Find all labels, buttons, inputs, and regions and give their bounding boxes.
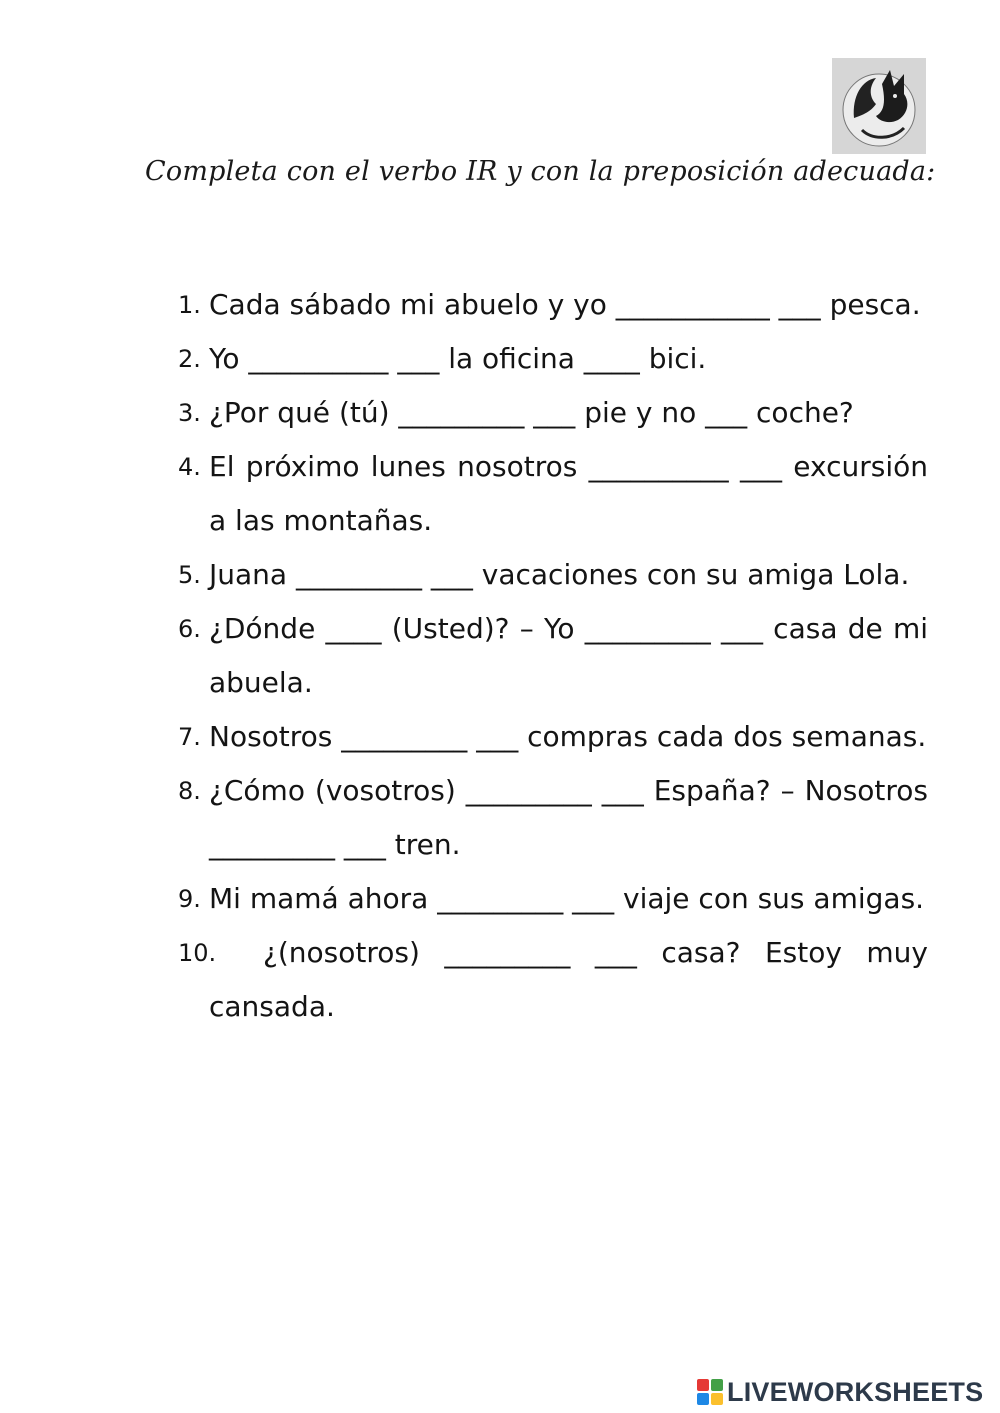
exercise-item (178, 872, 928, 926)
exercise-text: ¿(nosotros) _________ ___ casa? Estoy muy cansada. (209, 936, 928, 1023)
exercise-number: 9. (178, 885, 201, 913)
page-title: Completa con el verbo IR y con la preposición adecuada: (145, 156, 936, 187)
exercise-number: 10. (178, 939, 217, 967)
exercise-text: Yo __________ ___ la oficina ____ bici. (209, 342, 707, 375)
exercise-item (178, 440, 928, 548)
exercise-item (178, 386, 928, 440)
exercise-item (178, 602, 928, 710)
exercise-item (178, 548, 928, 602)
exercise-item (178, 710, 928, 764)
exercise-text: ¿Dónde ____ (Usted)? – Yo _________ ___ casa de mi abuela. (209, 612, 928, 699)
exercise-number: 6. (178, 615, 201, 643)
exercise-list (178, 278, 928, 1034)
exercise-number: 5. (178, 561, 201, 589)
exercise-number: 2. (178, 345, 201, 373)
exercise-item (178, 764, 928, 872)
fox-logo-icon (832, 58, 926, 154)
exercise-text: Mi mamá ahora _________ ___ viaje con sus amigas. (209, 882, 925, 915)
exercise-text: Juana _________ ___ vacaciones con su amiga Lola. (209, 558, 910, 591)
exercise-text: Nosotros _________ ___ compras cada dos semanas. (209, 720, 927, 753)
exercise-item (178, 278, 928, 332)
exercise-number: 7. (178, 723, 201, 751)
exercise-text: ¿Por qué (tú) _________ ___ pie y no ___ coche? (209, 396, 854, 429)
exercise-text: Cada sábado mi abuelo y yo ___________ ___ pesca. (209, 288, 921, 321)
exercise-text: ¿Cómo (vosotros) _________ ___ España? – Nosotros _________ ___ tren. (209, 774, 928, 861)
footer-brand[interactable] (697, 1376, 983, 1408)
exercise-number: 3. (178, 399, 201, 427)
exercise-item (178, 926, 928, 1034)
liveworksheets-logo-icon (697, 1379, 723, 1405)
exercise-number: 8. (178, 777, 201, 805)
exercise-text: El próximo lunes nosotros __________ ___ excursión a las montañas. (209, 450, 928, 537)
exercise-number: 4. (178, 453, 201, 481)
exercise-item (178, 332, 928, 386)
exercise-number: 1. (178, 291, 201, 319)
footer-brand-text: LIVEWORKSHEETS (727, 1376, 984, 1407)
